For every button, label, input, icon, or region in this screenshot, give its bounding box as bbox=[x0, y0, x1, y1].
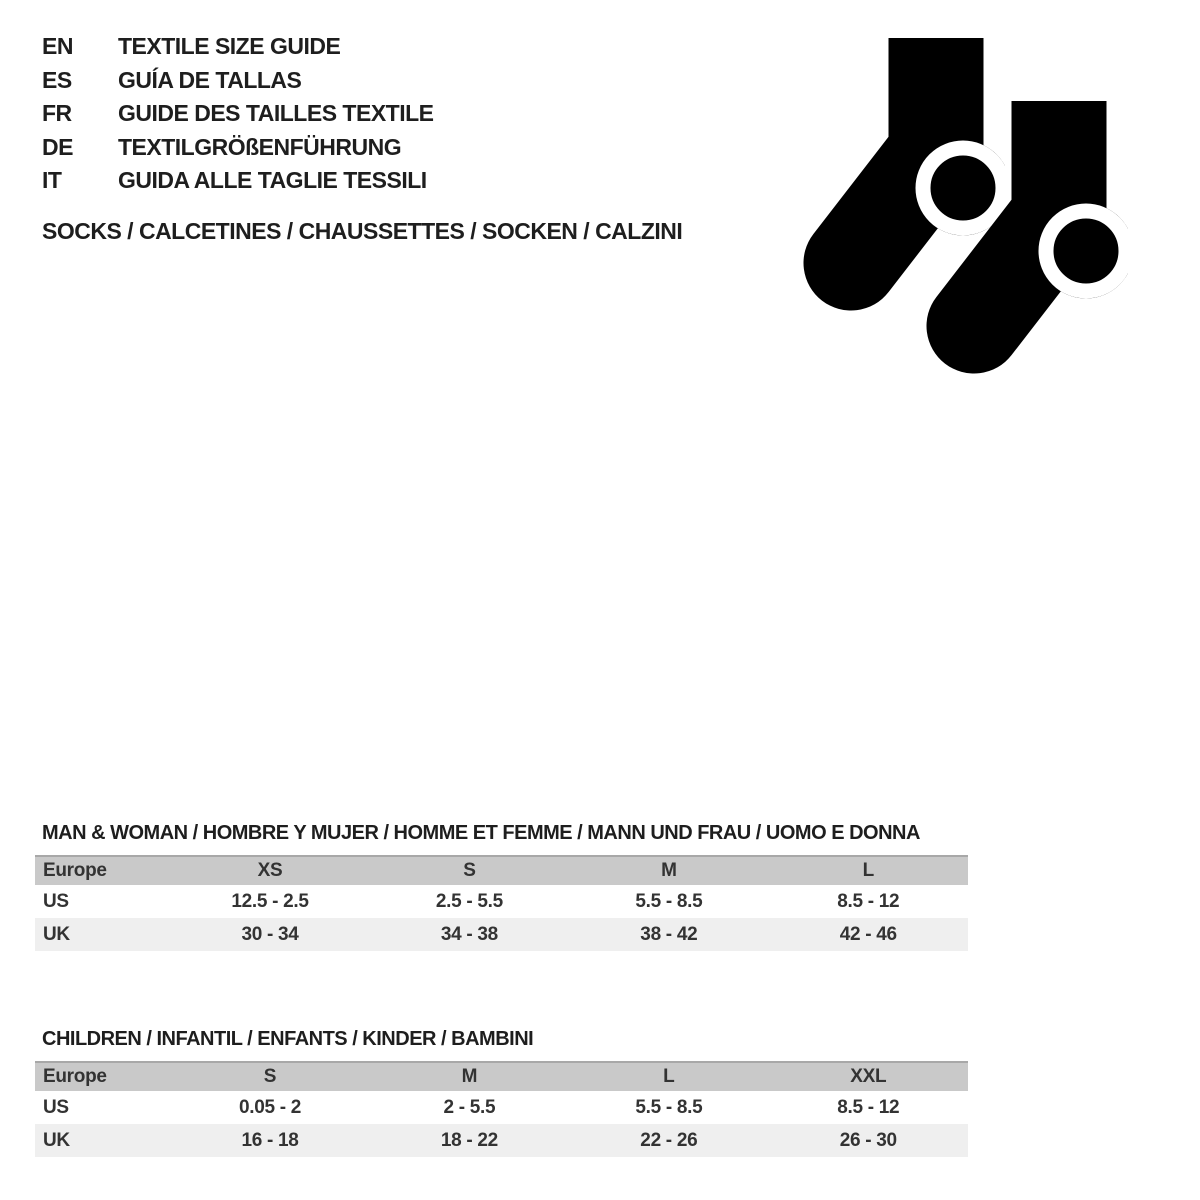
language-code: FR bbox=[42, 100, 72, 127]
size-value: 8.5 - 12 bbox=[837, 890, 900, 912]
size-table-man-woman bbox=[35, 855, 968, 951]
column-header: S bbox=[463, 860, 476, 881]
row-label: UK bbox=[43, 1129, 70, 1151]
size-value: 5.5 - 8.5 bbox=[635, 1096, 703, 1118]
language-code: IT bbox=[42, 167, 62, 194]
column-header: Europe bbox=[43, 1066, 107, 1087]
size-value: 2 - 5.5 bbox=[443, 1096, 496, 1118]
language-guide-title: GUIDA ALLE TAGLIE TESSILI bbox=[118, 167, 427, 194]
section-title-children: CHILDREN / INFANTIL / ENFANTS / KINDER / BAMBINI bbox=[42, 1028, 534, 1050]
table-header-row bbox=[35, 1062, 968, 1091]
size-value: 8.5 - 12 bbox=[837, 1096, 900, 1118]
row-label: US bbox=[43, 1096, 69, 1118]
size-section-man-woman bbox=[35, 822, 968, 951]
table-header-row bbox=[35, 856, 968, 885]
size-value: 34 - 38 bbox=[440, 923, 498, 945]
language-row bbox=[42, 164, 434, 198]
language-row bbox=[42, 64, 434, 98]
language-guide-title: TEXTILE SIZE GUIDE bbox=[118, 33, 341, 60]
column-header: L bbox=[862, 860, 874, 881]
table-row bbox=[35, 885, 968, 918]
size-value: 42 - 46 bbox=[839, 923, 897, 945]
column-header: Europe bbox=[43, 860, 107, 881]
language-guide-title: GUÍA DE TALLAS bbox=[118, 66, 302, 93]
size-value: 5.5 - 8.5 bbox=[635, 890, 703, 912]
socks-icon bbox=[868, 101, 1128, 411]
language-guide-title: TEXTILGRÖßENFÜHRUNG bbox=[118, 133, 402, 160]
table-row bbox=[35, 918, 968, 951]
size-value: 16 - 18 bbox=[241, 1129, 299, 1151]
size-value: 0.05 - 2 bbox=[238, 1096, 301, 1118]
language-row bbox=[42, 30, 434, 64]
column-header: L bbox=[663, 1066, 675, 1087]
table-row bbox=[35, 1091, 968, 1124]
table-row bbox=[35, 1124, 968, 1157]
row-label: UK bbox=[43, 923, 70, 945]
column-header: M bbox=[661, 860, 677, 881]
language-code: ES bbox=[42, 66, 72, 93]
language-row bbox=[42, 97, 434, 131]
size-value: 18 - 22 bbox=[440, 1129, 498, 1151]
column-header: S bbox=[263, 1066, 277, 1087]
size-section-children bbox=[35, 1028, 968, 1157]
language-code: DE bbox=[42, 133, 73, 160]
size-table-children bbox=[35, 1061, 968, 1157]
row-label: US bbox=[43, 890, 69, 912]
language-code: EN bbox=[42, 33, 73, 60]
column-header: XS bbox=[257, 860, 283, 881]
section-title-man-woman: MAN & WOMAN / HOMBRE Y MUJER / HOMME ET FEMME / MANN UND FRAU / UOMO E DONNA bbox=[42, 822, 920, 844]
size-value: 2.5 - 5.5 bbox=[435, 890, 503, 912]
column-header: XXL bbox=[850, 1066, 887, 1087]
language-guide-title: GUIDE DES TAILLES TEXTILE bbox=[118, 100, 434, 127]
product-line-title: SOCKS / CALCETINES / CHAUSSETTES / SOCKEN / CALZINI bbox=[42, 218, 683, 244]
size-value: 38 - 42 bbox=[640, 923, 698, 945]
size-value: 26 - 30 bbox=[839, 1129, 897, 1151]
size-value: 12.5 - 2.5 bbox=[231, 890, 309, 912]
language-title-list bbox=[42, 30, 434, 198]
language-row bbox=[42, 131, 434, 165]
size-value: 22 - 26 bbox=[640, 1129, 698, 1151]
column-header: M bbox=[461, 1066, 478, 1087]
size-value: 30 - 34 bbox=[241, 923, 299, 945]
